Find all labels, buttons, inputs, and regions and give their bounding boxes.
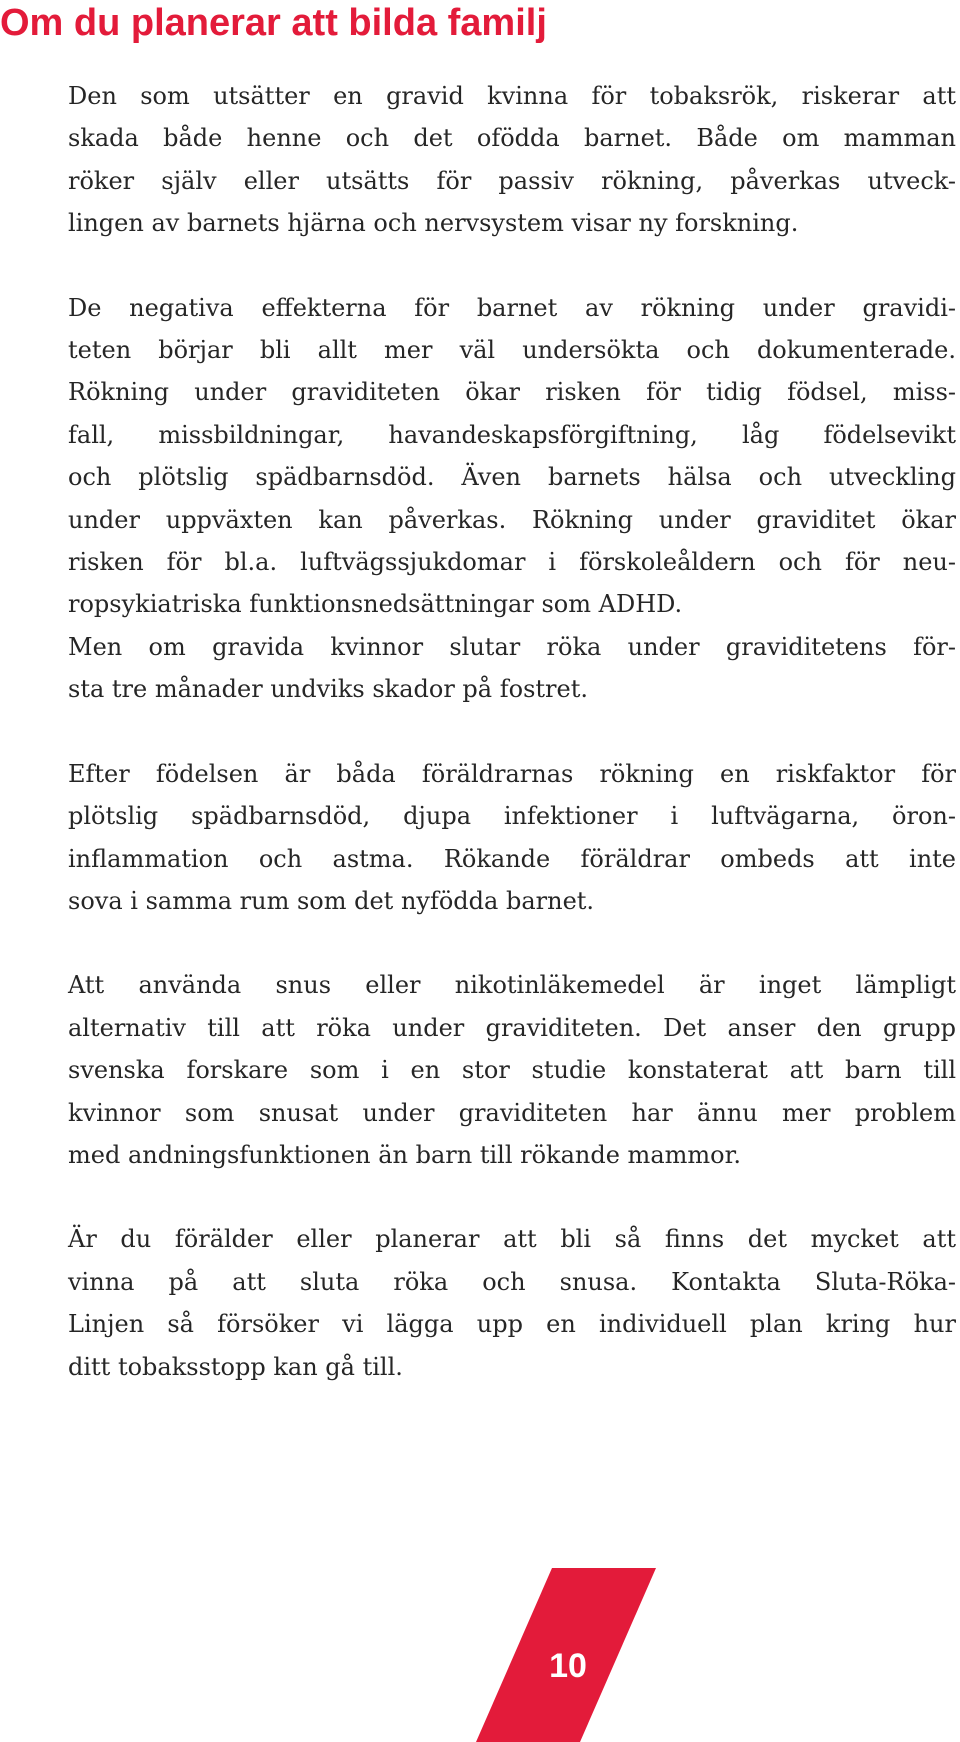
text-line: skada både henne och det ofödda barnet. Både om mamman	[68, 124, 956, 153]
text-line: Linjen så försöker vi lägga upp en individuell plan kring hur	[68, 1310, 956, 1339]
text-line: Rökning under graviditeten ökar risken för tidig födsel, miss-	[68, 378, 956, 407]
text-line: alternativ till att röka under graviditeten. Det anser den grupp	[68, 1013, 956, 1042]
text-line: röker själv eller utsätts för passiv rökning, påverkas utveck-	[68, 166, 956, 195]
text-line: lingen av barnets hjärna och nervsystem visar ny forskning.	[68, 209, 799, 238]
text-line: plötslig spädbarnsdöd, djupa infektioner i luftvägarna, öron-	[68, 802, 956, 831]
text-line: Att använda snus eller nikotinläkemedel är inget lämpligt	[68, 971, 956, 1000]
paragraph	[68, 1218, 956, 1388]
text-line: inflammation och astma. Rökande föräldrar ombeds att inte	[68, 844, 956, 873]
page-number: 10	[549, 1647, 587, 1685]
text-line: teten börjar bli allt mer väl undersökta och dokumenterade.	[68, 336, 956, 365]
paragraph	[68, 964, 956, 1176]
text-line: De negativa effekterna för barnet av rökning under gravidi-	[68, 293, 956, 322]
text-line: under uppväxten kan påverkas. Rökning under graviditet ökar	[68, 505, 956, 534]
page-title: Om du planerar att bilda familj	[0, 2, 547, 44]
body-text	[68, 75, 956, 1388]
text-line: sova i samma rum som det nyfödda barnet.	[68, 886, 595, 915]
text-line: Efter födelsen är båda föräldrarnas rökning en riskfaktor för	[68, 759, 956, 788]
text-line: Den som utsätter en gravid kvinna för tobaksrök, riskerar att	[68, 82, 956, 110]
text-line: kvinnor som snusat under graviditeten har ännu mer problem	[68, 1098, 956, 1127]
paragraph	[68, 753, 956, 923]
text-line: vinna på att sluta röka och snusa. Kontakta Sluta-Röka-	[68, 1267, 956, 1296]
text-line: sta tre månader undviks skador på fostret.	[68, 675, 588, 704]
text-line: och plötslig spädbarnsdöd. Även barnets hälsa och utveckling	[68, 463, 956, 492]
text-line: ropsykiatriska funktionsnedsättningar som ADHD.	[68, 590, 683, 619]
text-line: fall, missbildningar, havandeskapsförgiftning, låg födelsevikt	[68, 420, 956, 449]
text-line: Är du förälder eller planerar att bli så finns det mycket att	[68, 1225, 956, 1254]
text-line: svenska forskare som i en stor studie konstaterat att barn till	[68, 1056, 956, 1085]
paragraph	[68, 75, 956, 245]
text-line: risken för bl.a. luftvägssjukdomar i förskoleåldern och för neu-	[68, 548, 956, 577]
text-line: Men om gravida kvinnor slutar röka under graviditetens för-	[68, 632, 956, 661]
paragraph	[68, 287, 956, 711]
text-line: med andningsfunktionen än barn till rökande mammor.	[68, 1140, 742, 1169]
text-line: ditt tobaksstopp kan gå till.	[68, 1352, 403, 1381]
